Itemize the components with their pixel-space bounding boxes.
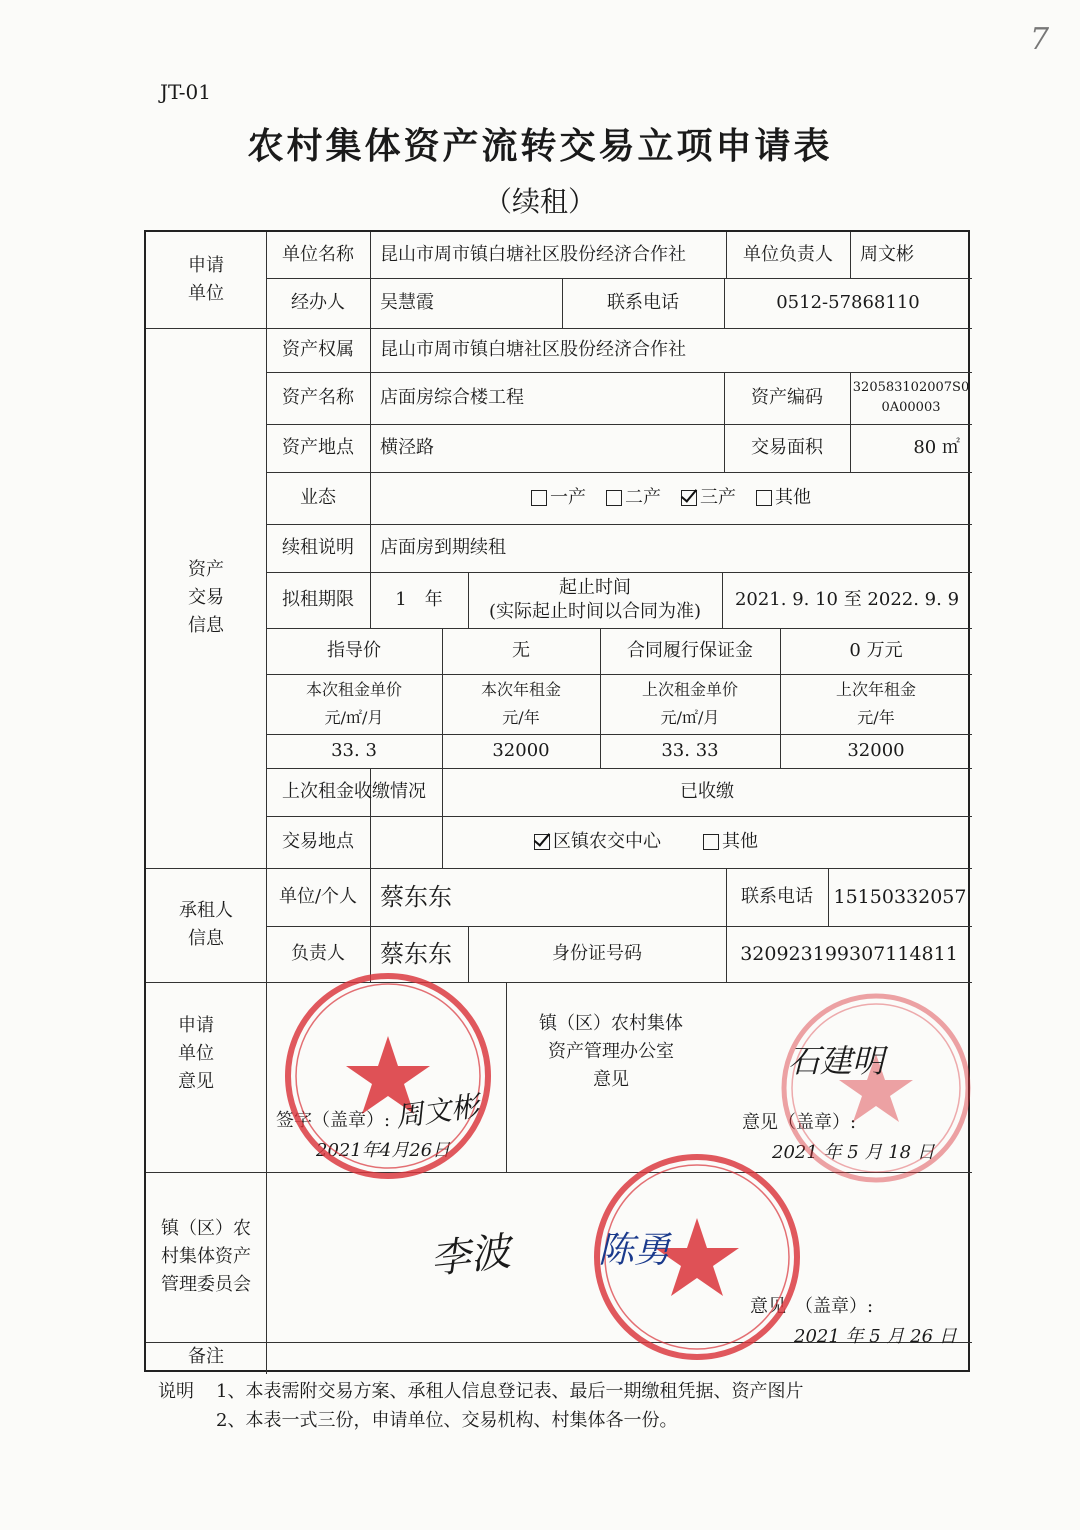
lessee-section-label xyxy=(146,868,266,982)
committee-sign-label: 意见 （盖章）: xyxy=(750,1296,874,1317)
industry-option-3[interactable] xyxy=(756,484,811,512)
lessee-phone-label: 联系电话 xyxy=(741,886,813,907)
office-sign-label: 意见（盖章）: xyxy=(742,1112,857,1133)
rent-header-1-line2: 元/年 xyxy=(502,708,540,727)
industry-options xyxy=(370,472,972,524)
unit-leader-label: 单位负责人 xyxy=(743,244,833,265)
committee-opinion-label-line2: 村集体资产 xyxy=(161,1246,251,1267)
office-opinion-label-line1: 镇（区）农村集体 xyxy=(539,1013,683,1034)
applicant-opinion-label-line3: 意见 xyxy=(178,1071,214,1092)
industry-option-label: 三产 xyxy=(700,487,736,508)
lease-period-label-line2: (实际起止时间以合同为准) xyxy=(488,601,702,622)
asset-section-label xyxy=(146,328,266,868)
lessee-section-label-line2: 信息 xyxy=(188,928,224,949)
rent-header-3 xyxy=(780,674,972,734)
page-number: 7 xyxy=(1030,22,1050,57)
renewal-note-label: 续租说明 xyxy=(282,537,354,558)
applicant-section-label-line2: 单位 xyxy=(188,283,224,304)
rent-header-0 xyxy=(266,674,442,734)
rent-header-2-line1: 上次租金单价 xyxy=(641,680,738,699)
rent-header-3-line2: 元/年 xyxy=(857,708,895,727)
applicant-phone-value: 0512-57868110 xyxy=(776,292,920,313)
industry-option-label: 二产 xyxy=(625,487,661,508)
rent-header-2-line2: 元/㎡/月 xyxy=(660,708,720,727)
office-opinion-label-line2: 资产管理办公室 xyxy=(548,1041,674,1062)
renewal-note-value: 店面房到期续租 xyxy=(380,537,506,558)
office-opinion-label-line3: 意见 xyxy=(593,1069,629,1090)
handler-value: 吴慧霞 xyxy=(380,292,434,313)
lease-period-label-line1: 起止时间 xyxy=(559,577,631,598)
lessee-unit-label: 单位/个人 xyxy=(278,886,358,907)
note-line-1: 1、本表需附交易方案、承租人信息登记表、最后一期缴租凭据、资产图片 xyxy=(216,1381,804,1402)
applicant-opinion-label-line2: 单位 xyxy=(178,1043,214,1064)
asset-ownership-value: 昆山市周市镇白塘社区股份经济合作社 xyxy=(380,339,686,360)
form-table xyxy=(144,230,970,1372)
asset-name-label: 资产名称 xyxy=(282,387,354,408)
industry-label: 业态 xyxy=(300,487,336,508)
venue-option-label: 其他 xyxy=(722,831,758,852)
remarks-label: 备注 xyxy=(188,1346,224,1367)
lessee-phone-value: 15150332057 xyxy=(833,886,967,908)
lease-period-label xyxy=(468,572,722,628)
committee-opinion-label xyxy=(146,1172,266,1342)
lease-term-label: 拟租期限 xyxy=(282,589,354,610)
page-subtitle: （续租） xyxy=(483,185,596,218)
page-title: 农村集体资产流转交易立项申请表 xyxy=(247,126,833,167)
industry-option-2[interactable] xyxy=(681,484,736,512)
applicant-opinion-label-line1: 申请 xyxy=(178,1015,214,1036)
asset-section-label-line3: 信息 xyxy=(188,615,224,636)
rent-value-3: 32000 xyxy=(847,740,905,761)
trade-area-value: 80 ㎡ xyxy=(913,437,960,458)
checkbox-icon[interactable] xyxy=(756,490,772,506)
lease-term-value: 1 年 xyxy=(395,589,443,610)
document-code: JT-01 xyxy=(160,80,211,104)
lessee-id-label: 身份证号码 xyxy=(552,943,642,964)
rent-header-2 xyxy=(600,674,780,734)
guide-price-label: 指导价 xyxy=(327,640,381,661)
rent-header-1 xyxy=(442,674,600,734)
asset-name-value: 店面房综合楼工程 xyxy=(380,387,524,408)
checkbox-icon[interactable] xyxy=(534,834,550,850)
asset-code-label: 资产编码 xyxy=(751,387,823,408)
note-line-2: 2、本表一式三份，申请单位、交易机构、村集体各一份。 xyxy=(216,1410,678,1431)
office-seal xyxy=(778,990,974,1186)
unit-name-value: 昆山市周市镇白塘社区股份经济合作社 xyxy=(380,244,686,265)
committee-signature-2: 陈勇 xyxy=(598,1230,671,1271)
rent-header-0-line1: 本次租金单价 xyxy=(305,680,402,699)
applicant-signature: 周文彬 xyxy=(393,1089,482,1134)
notes-label: 说明 xyxy=(158,1381,194,1402)
deposit-label: 合同履行保证金 xyxy=(627,640,753,661)
office-signature: 石建明 xyxy=(788,1042,885,1080)
checkbox-icon[interactable] xyxy=(681,490,697,506)
last-rent-status-label: 上次租金收缴情况 xyxy=(282,781,426,802)
trade-area-label: 交易面积 xyxy=(751,437,823,458)
applicant-section-label-line1: 申请 xyxy=(188,255,224,276)
lessee-id-value: 320923199307114811 xyxy=(740,943,958,965)
trade-venue-label: 交易地点 xyxy=(282,831,354,852)
venue-option-1[interactable] xyxy=(703,828,758,856)
asset-code-value xyxy=(850,372,972,424)
rent-value-2: 33. 33 xyxy=(661,740,719,761)
deposit-value: 0 万元 xyxy=(849,640,903,661)
unit-name-label: 单位名称 xyxy=(282,244,354,265)
last-rent-status-value: 已收缴 xyxy=(680,781,734,802)
asset-section-label-line2: 交易 xyxy=(188,587,224,608)
industry-option-1[interactable] xyxy=(606,484,661,512)
applicant-section-label xyxy=(146,232,266,328)
checkbox-icon[interactable] xyxy=(531,490,547,506)
handler-label: 经办人 xyxy=(291,292,345,313)
committee-opinion-label-line3: 管理委员会 xyxy=(161,1274,251,1295)
venue-option-label: 区镇农交中心 xyxy=(553,831,661,852)
rent-value-0: 33. 3 xyxy=(331,740,377,761)
office-date: 2021 年 5 月 18 日 xyxy=(772,1142,935,1163)
cooperative-seal xyxy=(282,970,494,1182)
asset-section-label-line1: 资产 xyxy=(188,559,224,580)
applicant-date: 2021年4月26日 xyxy=(316,1140,451,1161)
applicant-sign-label: 签字（盖章）: xyxy=(276,1110,391,1131)
rent-header-3-line1: 上次年租金 xyxy=(835,680,916,699)
lessee-leader-value: 蔡东东 xyxy=(380,940,452,968)
committee-opinion-label-line1: 镇（区）农 xyxy=(161,1218,251,1239)
unit-leader-value: 周文彬 xyxy=(860,244,914,265)
asset-location-value: 横泾路 xyxy=(380,437,434,458)
rent-header-1-line1: 本次年租金 xyxy=(480,680,561,699)
asset-ownership-label: 资产权属 xyxy=(282,339,354,360)
industry-option-0[interactable] xyxy=(531,484,586,512)
asset-code-line2: 0A00003 xyxy=(881,400,941,415)
checkbox-icon[interactable] xyxy=(703,834,719,850)
rent-value-1: 32000 xyxy=(492,740,550,761)
industry-option-label: 一产 xyxy=(550,487,586,508)
applicant-opinion-label xyxy=(146,982,246,1172)
applicant-phone-label: 联系电话 xyxy=(607,292,679,313)
asset-code-line1: 320583102007S0 xyxy=(852,380,970,395)
venue-option-0[interactable] xyxy=(534,828,661,856)
checkbox-icon[interactable] xyxy=(606,490,622,506)
lessee-leader-label: 负责人 xyxy=(291,943,345,964)
committee-date: 2021 年 5 月 26 日 xyxy=(794,1326,957,1347)
lease-period-value: 2021. 9. 10 至 2022. 9. 9 xyxy=(734,589,960,610)
office-opinion-label xyxy=(506,982,716,1122)
asset-location-label: 资产地点 xyxy=(282,437,354,458)
lessee-section-label-line1: 承租人 xyxy=(179,900,233,921)
industry-option-label: 其他 xyxy=(775,487,811,508)
lessee-unit-value: 蔡东东 xyxy=(380,883,452,911)
committee-signature-1: 李波 xyxy=(428,1228,513,1284)
trade-venue-options xyxy=(370,816,972,868)
guide-price-value: 无 xyxy=(512,640,530,661)
rent-header-0-line2: 元/㎡/月 xyxy=(324,708,384,727)
